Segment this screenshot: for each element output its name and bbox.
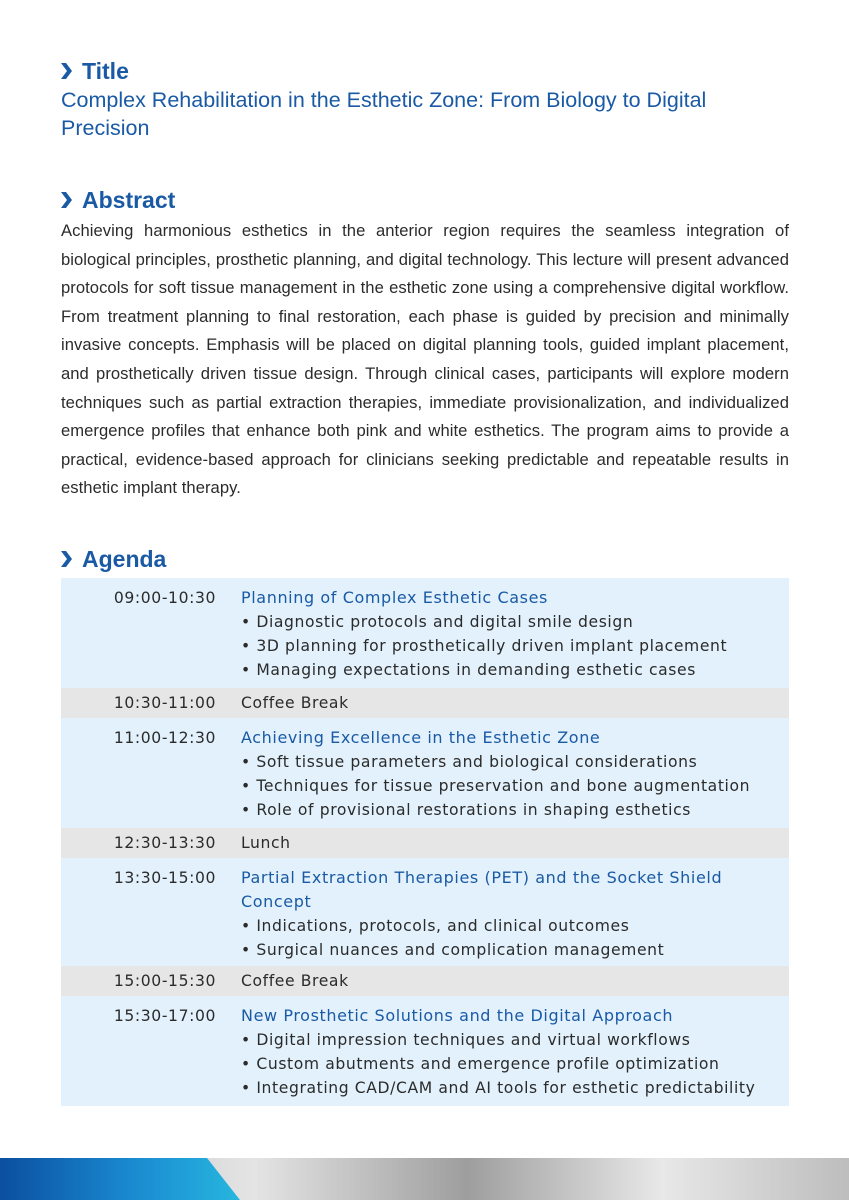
chevron-right-icon [61, 63, 72, 79]
session-bullet: • 3D planning for prosthetically driven implant placement [241, 636, 728, 655]
session-title: New Prosthetic Solutions and the Digital Approach [241, 1005, 674, 1025]
session-title: Partial Extraction Therapies (PET) and the Socket Shield Concept [241, 867, 723, 911]
abstract-text: Achieving harmonious esthetics in the anterior region requires the seamless integration of biological principles, prosthetic planning, and digital technology. This lecture will present advanced protocols for soft tissue management in the esthetic zone using a comprehensive digital workflow. From treatment planning to final restoration, each phase is guided by precision and minimally invasive concepts. Emphasis will be placed on digital planning tools, guided implant placement, and prosthetically driven tissue design. Through clinical cases, participants will explore modern techniques such as partial extraction therapies, immediate provisionalization, and individualized emergence profiles that enhance both pink and white esthetics. The program aims to provide a practical, evidence-based approach for clinicians seeking predictable and repeatable results in esthetic implant therapy. [61, 221, 789, 498]
session-bullet: • Indications, protocols, and clinical outcomes [241, 916, 630, 935]
session-bullet: • Techniques for tissue preservation and bone augmentation [241, 776, 751, 795]
session-time: 15:30-17:00 [113, 1006, 216, 1025]
session-time: 09:00-10:30 [113, 588, 216, 607]
chevron-right-icon [61, 551, 72, 567]
break-time: 15:00-15:30 [113, 971, 216, 990]
agenda-heading [61, 544, 789, 574]
session-bullet: • Managing expectations in demanding esthetic cases [241, 660, 696, 679]
session-time: 13:30-15:00 [113, 868, 216, 887]
footer-accent-stripe [0, 1158, 240, 1200]
session-content [241, 866, 789, 960]
session-time: 11:00-12:30 [113, 728, 216, 747]
session-title: Achieving Excellence in the Esthetic Zone [241, 727, 601, 747]
session-content [241, 586, 789, 682]
chevron-right-icon [61, 192, 72, 208]
session-bullet: • Surgical nuances and complication management [241, 940, 665, 959]
abstract-heading [61, 185, 789, 215]
session-bullet: • Soft tissue parameters and biological considerations [241, 752, 698, 771]
session-content [241, 726, 789, 822]
agenda-row-session [61, 858, 789, 966]
abstract-heading-label: Abstract [82, 187, 176, 213]
agenda-row-break [61, 966, 789, 996]
session-title: Planning of Complex Esthetic Cases [241, 587, 548, 607]
agenda-row-break [61, 828, 789, 858]
session-bullet: • Diagnostic protocols and digital smile design [241, 612, 634, 631]
document-page [61, 56, 789, 1106]
title-heading [61, 56, 789, 86]
break-label: Coffee Break [241, 971, 349, 990]
session-bullet: • Custom abutments and emergence profile optimization [241, 1054, 720, 1073]
agenda-row-session [61, 996, 789, 1106]
agenda-row-session [61, 578, 789, 688]
session-bullet: • Digital impression techniques and virtual workflows [241, 1030, 691, 1049]
break-time: 10:30-11:00 [113, 693, 216, 712]
session-content [241, 1004, 789, 1100]
break-label: Coffee Break [241, 693, 349, 712]
break-label: Lunch [241, 833, 291, 852]
agenda-heading-label: Agenda [82, 545, 167, 572]
session-bullet: • Role of provisional restorations in shaping esthetics [241, 800, 692, 819]
title-heading-label: Title [82, 58, 129, 84]
agenda-row-session [61, 718, 789, 828]
agenda-row-break [61, 688, 789, 718]
session-bullet: • Integrating CAD/CAM and AI tools for esthetic predictability [241, 1078, 756, 1097]
agenda-table [61, 578, 789, 1106]
break-time: 12:30-13:30 [113, 833, 216, 852]
lecture-title: Complex Rehabilitation in the Esthetic Zone: From Biology to Digital Precision [61, 88, 707, 140]
